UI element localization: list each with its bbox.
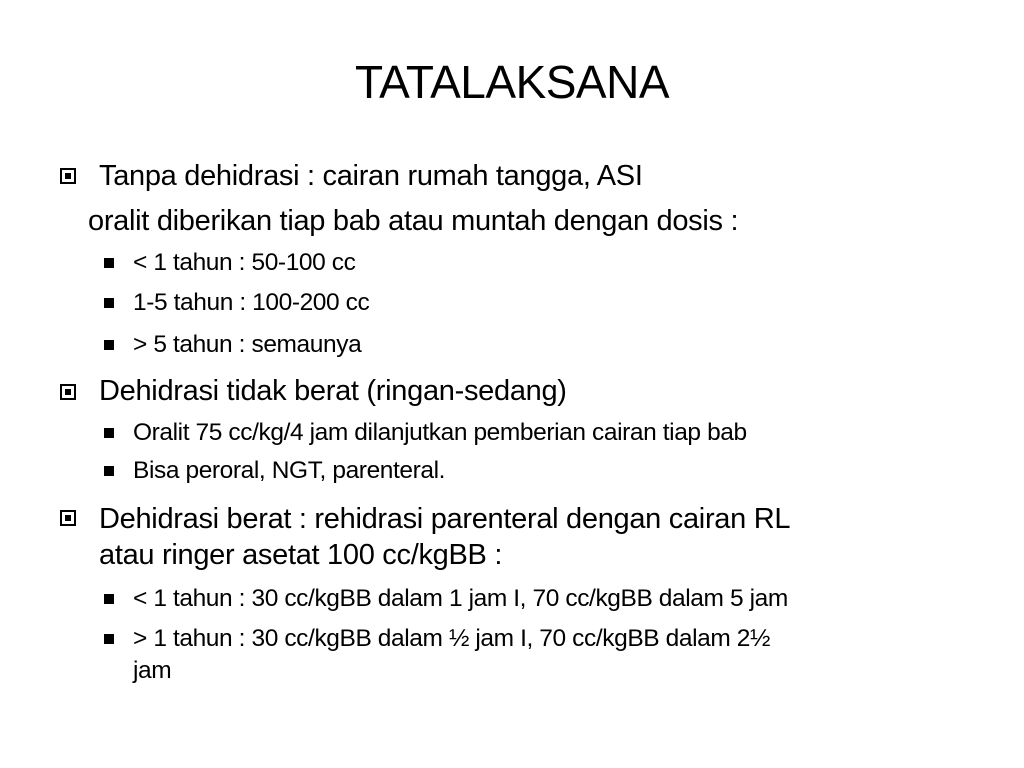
- square-bullet-icon: [104, 466, 114, 476]
- bullet-3-text-line-2: atau ringer asetat 100 cc/kgBB :: [99, 539, 503, 571]
- bullet-3-sub-1: < 1 tahun : 30 cc/kgBB dalam 1 jam I, 70 cc/kgBB dalam 5 jam: [133, 585, 788, 612]
- bullet-2-sub-2: Bisa peroral, NGT, parenteral.: [133, 457, 446, 484]
- square-bullet-icon: [104, 340, 114, 350]
- bullet-1-text: Tanpa dehidrasi : cairan rumah tangga, ASI: [99, 160, 643, 192]
- square-bullet-icon: [104, 258, 114, 268]
- bullet-2-sub-1: Oralit 75 cc/kg/4 jam dilanjutkan pemberian cairan tiap bab: [133, 419, 747, 446]
- bullet-1-sub-2: 1-5 tahun : 100-200 cc: [133, 289, 370, 316]
- bullet-3-sub-2-line-2: jam: [133, 657, 172, 684]
- square-bullet-icon: [104, 428, 114, 438]
- bullet-1-sub-1: < 1 tahun : 50-100 cc: [133, 249, 356, 276]
- box-bullet-icon: [60, 168, 76, 184]
- slide-title: TATALAKSANA: [354, 56, 670, 108]
- bullet-2-text: Dehidrasi tidak berat (ringan-sedang): [99, 375, 567, 407]
- box-bullet-icon: [60, 510, 76, 526]
- bullet-3-text-line-1: Dehidrasi berat : rehidrasi parenteral dengan cairan RL: [99, 503, 791, 535]
- box-bullet-icon: [60, 384, 76, 400]
- square-bullet-icon: [104, 594, 114, 604]
- bullet-1-continuation: oralit diberikan tiap bab atau muntah dengan dosis :: [88, 205, 739, 237]
- bullet-3-sub-2-line-1: > 1 tahun : 30 cc/kgBB dalam ½ jam I, 70 cc/kgBB dalam 2½: [133, 625, 771, 652]
- bullet-1-sub-3: > 5 tahun : semaunya: [133, 331, 362, 358]
- square-bullet-icon: [104, 298, 114, 308]
- square-bullet-icon: [104, 634, 114, 644]
